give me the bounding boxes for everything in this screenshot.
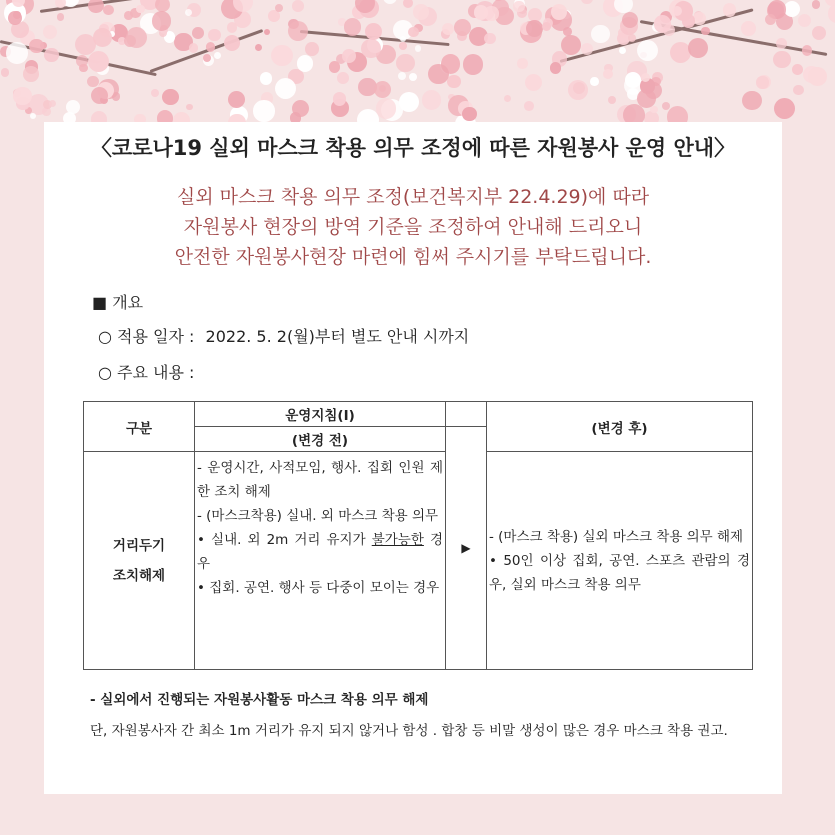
blossom-decoration xyxy=(409,73,417,81)
blossom-decoration xyxy=(126,27,147,48)
intro-text xyxy=(44,182,782,272)
blossom-decoration xyxy=(828,4,835,23)
blossom-decoration xyxy=(808,67,826,85)
blossom-decoration xyxy=(784,1,800,17)
blossom-decoration xyxy=(398,72,406,80)
header-category: 구분 xyxy=(84,402,195,452)
blossom-decoration xyxy=(462,107,477,122)
blossom-decoration xyxy=(403,0,413,8)
blossom-decoration xyxy=(206,42,215,51)
intro-line: 자원봉사 현장의 방역 기준을 조정하여 안내해 드리오니 xyxy=(183,216,643,238)
blossom-decoration xyxy=(186,104,193,111)
blossom-decoration xyxy=(399,92,419,112)
blossom-decoration xyxy=(619,47,626,54)
blossom-decoration xyxy=(23,66,39,82)
blossom-decoration xyxy=(228,91,245,108)
blossom-decoration xyxy=(93,28,112,47)
before-item-underlined: 불가능한 xyxy=(371,532,424,548)
blossom-decoration xyxy=(415,45,421,51)
overview-heading: ■ 개요 xyxy=(92,293,144,312)
intro-line: 안전한 자원봉사현장 마련에 힘써 주시기를 부탁드립니다. xyxy=(174,246,652,268)
after-item: • 50인 이상 집회, 공연. 스포츠 관람의 경우, 실외 마스크 착용 의무 xyxy=(489,552,750,593)
blossom-decoration xyxy=(484,6,498,20)
blossom-decoration xyxy=(542,22,551,31)
blossom-decoration xyxy=(49,100,56,107)
blossom-decoration xyxy=(591,25,610,44)
blossom-decoration xyxy=(264,29,270,35)
blossom-decoration xyxy=(43,25,57,39)
blossom-decoration xyxy=(44,48,59,63)
blossom-decoration xyxy=(233,0,253,12)
blossom-decoration xyxy=(275,4,283,12)
blossom-decoration xyxy=(374,81,391,98)
note-heading: - 실외에서 진행되는 자원봉사활동 마스크 착용 의무 해제 xyxy=(90,692,429,708)
blossom-decoration xyxy=(189,43,199,53)
blossom-decoration xyxy=(756,76,768,88)
blossom-decoration xyxy=(292,100,309,117)
blossom-decoration xyxy=(329,61,340,72)
blossom-decoration xyxy=(484,33,496,45)
blossom-decoration xyxy=(376,98,397,119)
arrow-glyph: ▶ xyxy=(461,541,471,555)
after-cell xyxy=(487,452,753,670)
blossom-decoration xyxy=(13,87,32,106)
blossom-decoration xyxy=(214,52,221,59)
blossom-decoration xyxy=(590,77,598,85)
blossom-decoration xyxy=(798,14,811,27)
blossom-decoration xyxy=(255,44,262,51)
blossom-decoration xyxy=(774,98,795,119)
header-spacer xyxy=(446,402,487,427)
blossom-decoration xyxy=(525,74,542,91)
blossom-decoration xyxy=(253,100,274,121)
blossom-decoration xyxy=(8,11,22,25)
blossom-decoration xyxy=(650,106,658,114)
blossom-decoration xyxy=(88,51,109,72)
blossom-decoration xyxy=(551,4,567,20)
header-before: (변경 전) xyxy=(195,427,446,452)
blossom-decoration xyxy=(162,89,178,105)
blossom-decoration xyxy=(637,40,658,61)
blossom-decoration xyxy=(550,62,562,74)
blossom-decoration xyxy=(812,26,826,40)
blossom-decoration xyxy=(288,21,308,41)
before-item: • 집회. 공연. 행사 등 다중이 모이는 경우 xyxy=(197,580,440,596)
blossom-decoration xyxy=(224,35,240,51)
blossom-decoration xyxy=(742,91,762,111)
header-guide: 운영지침(Ⅰ) xyxy=(195,402,446,427)
before-item xyxy=(197,528,443,576)
blossom-decoration xyxy=(563,27,572,36)
blossom-decoration xyxy=(79,64,88,73)
before-cell xyxy=(195,452,446,670)
blossom-decoration xyxy=(517,58,528,69)
blossom-decoration xyxy=(408,27,419,38)
blossom-decoration xyxy=(297,55,314,72)
blossom-decoration xyxy=(88,0,104,13)
blossom-decoration xyxy=(793,85,804,96)
blossom-decoration xyxy=(825,0,835,6)
blossom-decoration xyxy=(812,0,820,8)
date-row xyxy=(98,324,469,347)
guideline-table xyxy=(83,401,753,670)
blossom-decoration xyxy=(802,45,812,55)
category-cell xyxy=(84,452,195,670)
date-value: 2022. 5. 2(월)부터 별도 안내 시까지 xyxy=(205,327,470,346)
note-detail: 단, 자원봉사자 간 최소 1m 거리가 유지 되지 않거나 함성 . 합창 등 비말 생성이 많은 경우 마스크 착용 권고. xyxy=(90,723,728,739)
blossom-decoration xyxy=(608,96,616,104)
blossom-decoration xyxy=(344,18,362,36)
blossom-decoration xyxy=(765,14,776,25)
blossom-decoration xyxy=(333,92,346,105)
blossom-decoration xyxy=(603,69,613,79)
blossom-decoration xyxy=(361,39,381,59)
intro-line: 실외 마스크 착용 의무 조정(보건복지부 22.4.29)에 따라 xyxy=(176,186,650,208)
category-line: 거리두기 xyxy=(112,537,166,554)
before-item-text: 경우 xyxy=(197,532,444,572)
blossom-decoration xyxy=(275,78,296,99)
blossom-decoration xyxy=(723,3,736,16)
blossom-decoration xyxy=(365,23,382,40)
notice-card xyxy=(44,122,782,794)
after-item: - (마스크 착용) 실외 마스크 착용 의무 해제 xyxy=(489,528,744,545)
blossom-decoration xyxy=(57,13,64,20)
date-label: ○ 적용 일자 : xyxy=(98,327,195,346)
blossom-decoration xyxy=(6,42,27,63)
header-after: (변경 후) xyxy=(487,402,753,452)
blossom-decoration xyxy=(428,64,449,85)
blossom-decoration xyxy=(192,27,204,39)
blossom-decoration xyxy=(625,72,641,88)
page-title: 〈코로나19 실외 마스크 착용 의무 조정에 따른 자원봉사 운영 안내〉 xyxy=(90,136,736,160)
blossom-decoration xyxy=(792,64,803,75)
blossom-decoration xyxy=(504,95,511,102)
blossom-decoration xyxy=(524,101,534,111)
blossom-decoration xyxy=(654,15,671,32)
blossom-decoration xyxy=(693,12,705,24)
blossom-decoration xyxy=(447,75,461,89)
category-line: 조치해제 xyxy=(112,567,166,584)
arrow-icon xyxy=(446,427,487,670)
blossom-decoration xyxy=(773,51,790,68)
blossom-decoration xyxy=(383,0,397,4)
blossom-decoration xyxy=(463,54,483,74)
blossom-decoration xyxy=(399,42,407,50)
blossom-decoration xyxy=(103,5,114,16)
blossom-decoration xyxy=(413,4,429,20)
blossom-decoration xyxy=(442,23,454,35)
blossom-decoration xyxy=(741,21,756,36)
blossom-decoration xyxy=(29,39,43,53)
blossom-decoration xyxy=(271,45,292,66)
before-item-text: • 실내. 외 2m 거리 유지가 xyxy=(197,532,366,548)
blossom-decoration xyxy=(1,68,10,77)
blossom-decoration xyxy=(151,89,159,97)
blossom-decoration xyxy=(260,72,273,85)
blossom-decoration xyxy=(152,11,171,30)
blossom-decoration xyxy=(396,54,414,72)
blossom-decoration xyxy=(454,19,471,36)
blossom-decoration xyxy=(568,80,588,100)
blossom-decoration xyxy=(622,12,638,28)
blossom-decoration xyxy=(422,90,442,110)
before-item: - 운영시간, 사적모임, 행사. 집회 인원 제한 조치 해제 xyxy=(197,460,443,500)
blossom-decoration xyxy=(136,5,144,13)
blossom-decoration xyxy=(561,35,581,55)
blossom-decoration xyxy=(30,113,37,120)
blossom-decoration xyxy=(305,42,319,56)
blossom-decoration xyxy=(581,0,592,4)
blossom-decoration xyxy=(337,72,349,84)
blossom-decoration xyxy=(292,0,304,12)
blossom-decoration xyxy=(526,20,543,37)
blossom-decoration xyxy=(342,49,356,63)
blossom-decoration xyxy=(227,22,237,32)
blossom-decoration xyxy=(208,29,220,41)
blossom-decoration xyxy=(688,38,708,58)
before-item: - (마스크착용) 실내. 외 마스크 착용 의무 xyxy=(197,508,439,524)
content-label: ○ 주요 내용 : xyxy=(98,363,195,382)
